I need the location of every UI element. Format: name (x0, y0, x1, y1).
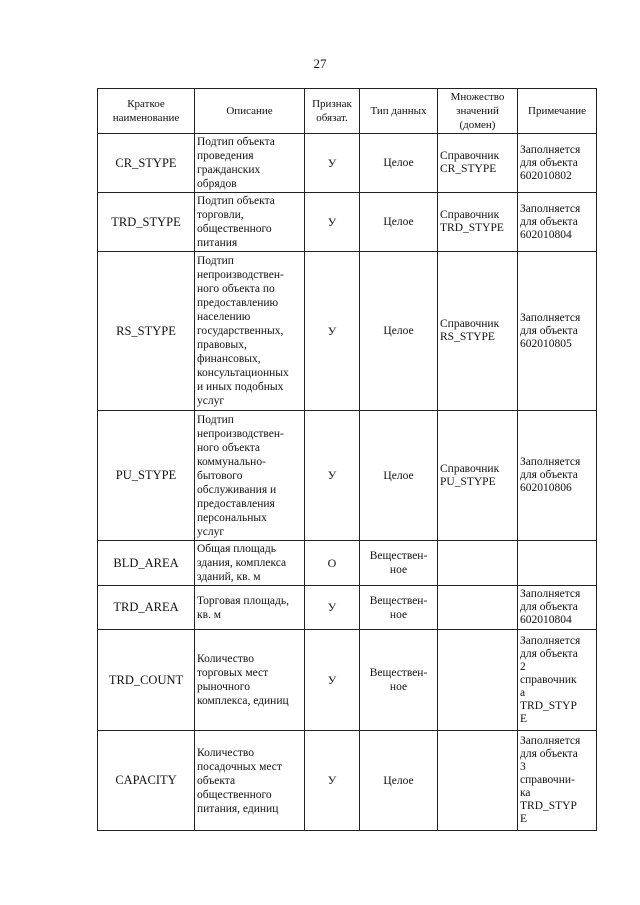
cell-note (518, 731, 597, 831)
header-data-type: Тип данных (360, 89, 438, 134)
header-note: Примечание (518, 89, 597, 134)
cell-description-text: Количество торговых мест рыночного комплекса, единиц (197, 653, 289, 707)
cell-note-text: Заполняется для объекта 602010804 (520, 202, 581, 241)
header-description: Описание (195, 89, 305, 134)
attribute-table (97, 88, 597, 831)
cell-description (195, 411, 305, 541)
cell-description-text: Подтип объекта торговли, общественного питания (197, 195, 275, 249)
cell-data-type (360, 411, 438, 541)
cell-description (195, 541, 305, 586)
header-domain: Множество значений (домен) (438, 89, 518, 134)
cell-description (195, 134, 305, 193)
cell-name: TRD_STYPE (98, 193, 195, 252)
cell-data-type-text: Целое (383, 774, 414, 787)
cell-domain (438, 731, 518, 831)
cell-domain-text: Справочник CR_STYPE (440, 150, 500, 175)
cell-data-type-text: Целое (383, 157, 414, 169)
cell-data-type-text: Веществен- ное (369, 594, 428, 621)
cell-data-type (360, 134, 438, 193)
cell-description-text: Количество посадочных мест объекта общественного питания, единиц (197, 746, 282, 815)
cell-note-text: Заполняется для объекта 602010804 (520, 588, 581, 626)
cell-note (518, 541, 597, 586)
cell-note (518, 134, 597, 193)
cell-name: TRD_COUNT (98, 630, 195, 731)
cell-data-type-text: Целое (383, 216, 414, 228)
cell-domain (438, 630, 518, 731)
cell-description (195, 252, 305, 411)
cell-domain (438, 134, 518, 193)
table-row (98, 134, 597, 193)
table-row (98, 193, 597, 252)
cell-flag: У (305, 193, 360, 252)
cell-name: PU_STYPE (98, 411, 195, 541)
header-flag: Признак обязат. (305, 89, 360, 134)
cell-data-type-text: Веществен- ное (369, 550, 428, 576)
table-row (98, 252, 597, 411)
cell-description (195, 586, 305, 630)
cell-name: CR_STYPE (98, 134, 195, 193)
cell-data-type-text: Веществен- ное (369, 667, 428, 693)
cell-domain (438, 252, 518, 411)
cell-note-text: Заполняется для объекта 602010805 (520, 311, 581, 350)
cell-name: RS_STYPE (98, 252, 195, 411)
header-name: Краткое наименование (98, 89, 195, 134)
cell-description (195, 630, 305, 731)
cell-name: CAPACITY (98, 731, 195, 831)
cell-flag: У (305, 411, 360, 541)
cell-flag: У (305, 731, 360, 831)
cell-name: BLD_AREA (98, 541, 195, 586)
cell-flag: У (305, 630, 360, 731)
cell-note (518, 252, 597, 411)
cell-note-text: Заполняется для объекта 602010802 (520, 143, 581, 182)
cell-data-type (360, 630, 438, 731)
cell-note-text: Заполняется для объекта 3 справочни- ка TRD_STYP E (520, 735, 581, 825)
cell-description-text: Подтип объекта проведения гражданских обрядов (197, 136, 275, 190)
table-row (98, 630, 597, 731)
cell-data-type-text: Целое (383, 469, 414, 482)
cell-description-text: Подтип непроизводствен- ного объекта коммунально- бытового обслуживания и предоставления персональных услуг (197, 413, 284, 538)
cell-domain (438, 586, 518, 630)
cell-note-text: Заполняется для объекта 602010806 (520, 456, 581, 494)
cell-note (518, 193, 597, 252)
cell-domain (438, 193, 518, 252)
table-row (98, 411, 597, 541)
page-number: 27 (313, 56, 327, 71)
cell-flag: У (305, 252, 360, 411)
cell-note-text: Заполняется для объекта 2 справочник а TRD_STYP E (520, 634, 581, 725)
cell-note (518, 630, 597, 731)
cell-description-text: Подтип непроизводствен- ного объекта по предоставлению населению государственных, правовых, финансовых, консультационных и иных подобных услуг (197, 255, 289, 407)
cell-note (518, 586, 597, 630)
table-row (98, 541, 597, 586)
cell-description-text: Общая площадь здания, комплекса зданий, кв. м (197, 543, 287, 583)
table-row (98, 731, 597, 831)
cell-description (195, 193, 305, 252)
cell-data-type-text: Целое (383, 325, 414, 337)
cell-flag: У (305, 134, 360, 193)
cell-data-type (360, 586, 438, 630)
cell-domain-text: Справочник RS_STYPE (440, 318, 500, 343)
cell-domain (438, 541, 518, 586)
cell-flag: У (305, 586, 360, 630)
cell-description (195, 731, 305, 831)
cell-data-type (360, 731, 438, 831)
cell-domain-text: Справочник TRD_STYPE (440, 209, 504, 234)
cell-domain (438, 411, 518, 541)
cell-note (518, 411, 597, 541)
cell-description-text: Торговая площадь, кв. м (197, 594, 289, 621)
cell-domain-text: Справочник PU_STYPE (440, 462, 500, 488)
cell-data-type (360, 541, 438, 586)
table-header-row (98, 89, 597, 134)
cell-data-type (360, 193, 438, 252)
table-row (98, 586, 597, 630)
cell-flag: О (305, 541, 360, 586)
cell-data-type (360, 252, 438, 411)
cell-name: TRD_AREA (98, 586, 195, 630)
